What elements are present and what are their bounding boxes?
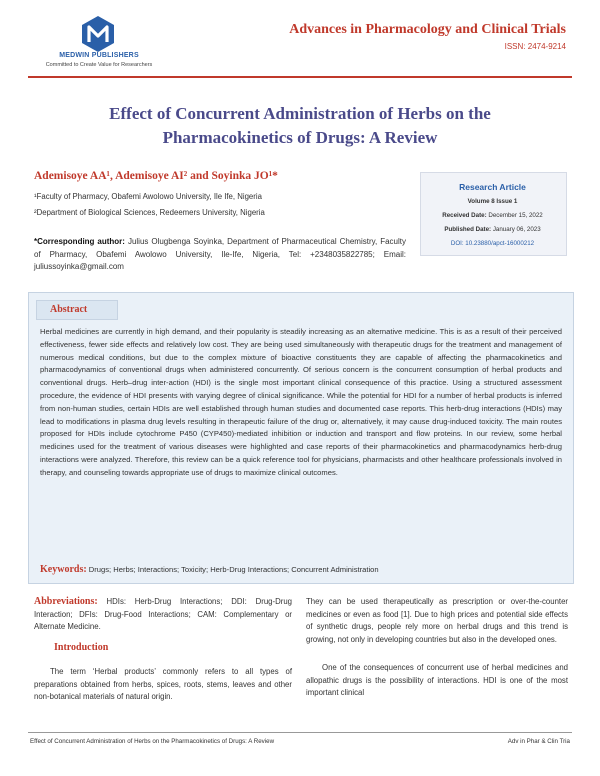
- abbreviations: [34, 596, 292, 634]
- published-label: Published Date:: [444, 226, 492, 233]
- article-title: [40, 102, 560, 150]
- volume-label: Volume 8 Issue 1: [467, 198, 518, 205]
- issn: ISSN: 2474-9214: [504, 42, 566, 51]
- medwin-logo-icon: [78, 14, 118, 54]
- corresponding-author: [34, 236, 406, 274]
- abstract-text: Herbal medicines are currently in high demand, and their popularity is steadily increasing as an alternative medicine. This is as a result of their perceived effectiveness, fewer side effects and relatively low cost. They are being used simultaneously with therapeutic drugs for the treatment and management of numerous medical conditions, but due to the complex mixture of bioactive constituents they are capable of affecting the pharmacokinetics and pharmacodynamics of conventional drugs when administered concurrently. Of serious concern is the concurrent consumption of herbal products and conventional drugs. Herb–drug inter-action (HDI) is the single most important clinical consequence of this practice. Using a structured assessment procedure, the evidence of HDI presents with varying degree of clinical significance. While the potential for HDI for a number of herbal products is inferred from non-human studies, certain HDIs are well established through human studies and documented case reports. This herb-drug interactions (HDIs) may lead to modifications in plasma drug levels resulting in therapeutic failure of the drug or, alternatively, it may cause drug-induced toxicity. The main routes proposed for HDIs include cytochrome P450 (CYP450)-mediated inhibition or induction and transport and flow proteins. In our review, some herbal medicines used for the treatment of various diseases were highlighted and case reports of their pharmacokinetics and pharmacodynamics herb-drug interactions were analyzed. Therefore, this review can be a quick reference tool for physicians, pharmacists and other healthcare professionals involved in therapy, and counseling towards appropriate use of drugs to maximize clinical outcomes.: [40, 327, 562, 477]
- abbreviations-text: HDIs: Herb-Drug Interactions; DDI: Drug-Drug Interaction; DFIs: Drug-Food Interactions; CAM: Complementary or Alternate Medicine.: [34, 597, 293, 631]
- title-line-2: Pharmacokinetics of Drugs: A Review: [162, 128, 438, 147]
- footer-running-title: Effect of Concurrent Administration of Herbs on the Pharmacokinetics of Drugs: A Review: [30, 738, 275, 745]
- right-column-paragraph-2: One of the consequences of concurrent use of herbal medicines and allopathic drugs is the possibility of interactions. HDI is one of the most important clinical: [306, 663, 568, 697]
- title-line-1: Effect of Concurrent Administration of Herbs on the: [109, 104, 491, 123]
- published-date: [420, 226, 565, 233]
- keywords-label: Keywords:: [40, 564, 87, 575]
- journal-title: Advances in Pharmacology and Clinical Trials: [289, 22, 566, 37]
- abstract-heading: Abstract: [50, 304, 88, 315]
- introduction-heading: Introduction: [54, 642, 109, 653]
- footer-divider: [28, 732, 572, 733]
- received-date: [420, 212, 565, 219]
- header-divider: [28, 76, 572, 78]
- publisher-tagline: Committed to Create Value for Researchers: [45, 62, 153, 68]
- received-value: December 15, 2022: [488, 212, 543, 219]
- published-value: January 06, 2023: [492, 226, 541, 233]
- affiliation-2: ²Department of Biological Sciences, Redeemers University, Nigeria: [34, 208, 265, 217]
- publisher-name: MEDWIN PUBLISHERS: [59, 52, 139, 59]
- received-label: Received Date:: [442, 212, 487, 219]
- article-type: Research Article: [459, 182, 526, 192]
- keywords: [40, 564, 562, 575]
- introduction-paragraph: The term ‘Herbal products’ commonly refers to all types of preparations obtained from herbs, spices, roots, stems, leaves and other non-botanical materials of natural origin.: [34, 667, 292, 701]
- footer-journal-abbrev: Adv in Phar & Clin Tria: [507, 738, 570, 745]
- author-list: Ademisoye AA¹, Ademisoye AI² and Soyinka JO¹*: [34, 170, 278, 182]
- corresponding-text: Julius Olugbenga Soyinka, Department of Pharmaceutical Chemistry, Faculty of Pharmacy, Obafemi Awolowo University, Ile-Ife, Nigeria, Tel: +2348035822785; Email: juliussoyinka@gmail.com: [34, 237, 406, 271]
- corresponding-label: *Corresponding author:: [34, 237, 125, 246]
- affiliation-1: ¹Faculty of Pharmacy, Obafemi Awolowo University, Ile Ife, Nigeria: [34, 192, 262, 201]
- keywords-text: Drugs; Herbs; Interactions; Toxicity; Herb-Drug Interactions; Concurrent Administration: [88, 565, 379, 574]
- doi-link[interactable]: DOI: 10.23880/apct-16000212: [450, 240, 535, 247]
- volume-issue: [420, 198, 565, 205]
- abbreviations-label: Abbreviations:: [34, 596, 98, 607]
- right-column-paragraph-1: They can be used therapeutically as prescription or over-the-counter medicines or even as food [1]. Due to high prices and potential side effects of synthetic drugs, people rely more on herbal drugs and this trend is growing, not only in developing countries but also in the developed ones.: [306, 597, 568, 644]
